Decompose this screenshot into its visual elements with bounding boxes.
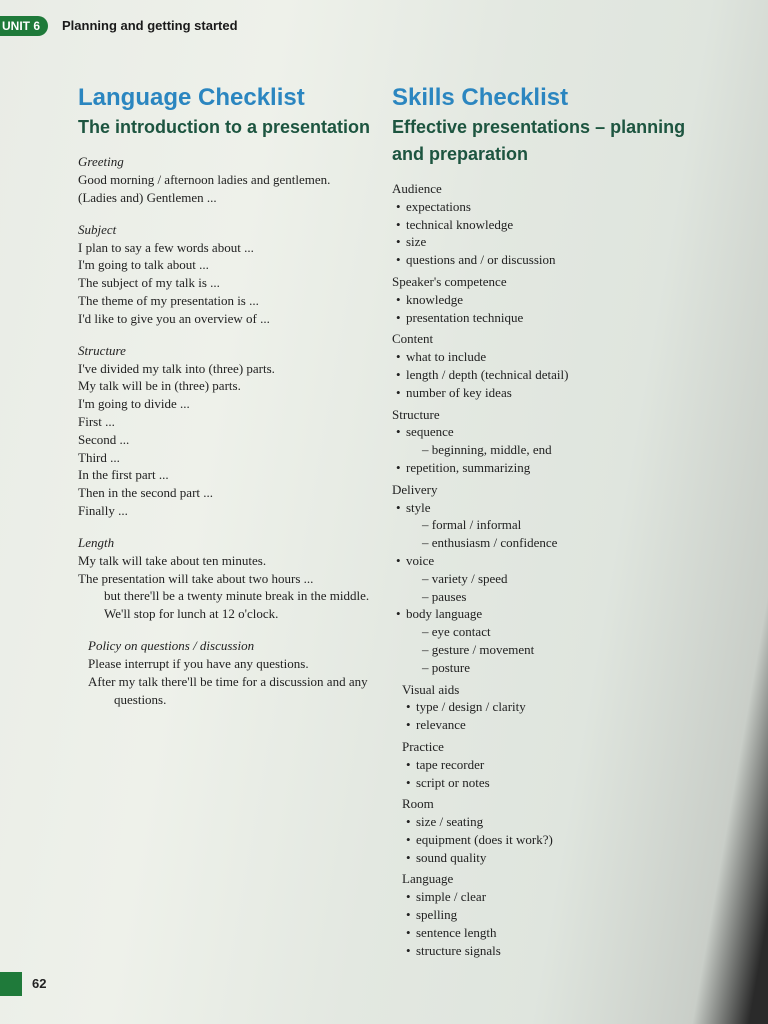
section-heading: Length — [78, 534, 115, 550]
phrase-line: Please interrupt if you have any questions. — [88, 655, 309, 671]
bullet-item: • spelling — [402, 906, 722, 924]
category-label: Language — [402, 871, 454, 887]
phrase-line: My talk will take about ten minutes. — [78, 552, 267, 568]
category-label: Visual aids — [402, 681, 460, 697]
phrase-line: I'm going to divide ... — [78, 396, 190, 412]
sub-item: – beginning, middle, end — [422, 442, 552, 458]
bullet-item: • size / seating — [402, 813, 722, 831]
skills-group — [392, 738, 722, 791]
bullet-item: • relevance — [402, 716, 722, 734]
phrase-line: In the first part ... — [78, 467, 169, 483]
section-heading: Subject — [78, 221, 117, 237]
bullet-item: • style — [392, 499, 722, 517]
language-checklist-title: Language Checklist — [78, 84, 305, 111]
bullet-item: • length / depth (technical detail) — [392, 366, 722, 384]
sub-item: – enthusiasm / confidence — [422, 535, 558, 551]
sub-item: – pauses — [422, 588, 467, 604]
category-label: Speaker's competence — [392, 273, 507, 289]
sub-item: – posture — [422, 659, 471, 675]
skills-checklist-title: Skills Checklist — [392, 84, 569, 111]
bullet-item: • size — [392, 233, 722, 251]
language-section — [78, 637, 388, 708]
category-label: Room — [402, 796, 434, 812]
bullet-item: • sequence — [392, 423, 722, 441]
phrase-line: The subject of my talk is ... — [78, 275, 220, 291]
phrase-line: Finally ... — [78, 502, 128, 518]
sub-item: – formal / informal — [422, 517, 522, 533]
phrase-line: I've divided my talk into (three) parts. — [78, 360, 275, 376]
bullet-item: • technical knowledge — [392, 216, 722, 234]
bullet-item: • simple / clear — [402, 888, 722, 906]
skills-group — [392, 406, 722, 477]
language-checklist-subtitle: The introduction to a presentation — [78, 117, 370, 137]
phrase-line: Good morning / afternoon ladies and gentlemen. — [78, 172, 331, 187]
language-checklist-column — [78, 82, 388, 722]
bullet-item: • what to include — [392, 348, 722, 366]
skills-checklist-subtitle: Effective presentations – planning and preparation — [392, 117, 686, 164]
bullet-item: • body language — [392, 605, 722, 623]
language-section — [78, 342, 388, 520]
skills-group — [392, 870, 722, 959]
category-label: Practice — [402, 738, 444, 754]
skills-checklist-column — [392, 82, 722, 963]
phrase-line: but there'll be a twenty minute break in the middle. We'll stop for lunch at 12 o'clock. — [104, 588, 370, 622]
category-label: Audience — [392, 181, 442, 196]
section-heading: Policy on questions / discussion — [88, 637, 255, 653]
phrase-line: Second ... — [78, 431, 130, 447]
phrase-line: First ... — [78, 413, 115, 429]
sub-item: – gesture / movement — [422, 641, 535, 657]
phrase-line: Third ... — [78, 449, 120, 465]
skills-group — [392, 273, 722, 326]
category-label: Structure — [392, 406, 440, 422]
bullet-item: • repetition, summarizing — [392, 459, 722, 477]
language-sections — [78, 153, 388, 708]
section-heading: Greeting — [78, 154, 124, 169]
language-section — [78, 534, 388, 623]
bullet-item: • knowledge — [392, 291, 722, 309]
skills-groups — [392, 180, 722, 959]
phrase-line: Then in the second part ... — [78, 485, 214, 501]
phrase-line: The theme of my presentation is ... — [78, 292, 259, 308]
page-number-text: 62 — [32, 976, 47, 991]
category-label: Delivery — [392, 481, 438, 497]
phrase-line: I'd like to give you an overview of ... — [78, 310, 270, 326]
bullet-item: • expectations — [392, 198, 722, 216]
phrase-line: After my talk there'll be time for a discussion and any questions. — [88, 673, 368, 707]
bullet-item: • number of key ideas — [392, 384, 722, 402]
bullet-item: • type / design / clarity — [402, 698, 722, 716]
phrase-line: My talk will be in (three) parts. — [78, 378, 241, 394]
bullet-item: • voice — [392, 552, 722, 570]
skills-group — [392, 795, 722, 866]
skills-group — [392, 330, 722, 401]
category-label: Content — [392, 331, 434, 347]
bullet-item: • questions and / or discussion — [392, 251, 722, 269]
phrase-line: I plan to say a few words about ... — [78, 239, 254, 255]
bullet-item: • sentence length — [402, 924, 722, 942]
bullet-item: • structure signals — [402, 942, 722, 960]
unit-badge: UNIT 6 — [0, 16, 48, 36]
phrase-line: I'm going to talk about ... — [78, 257, 209, 273]
unit-title: Planning and getting started — [62, 18, 238, 33]
skills-group — [392, 481, 722, 677]
section-heading: Structure — [78, 342, 126, 358]
skills-group — [392, 180, 722, 269]
page-number — [0, 972, 54, 996]
bullet-item: • equipment (does it work?) — [402, 831, 722, 849]
skills-group — [392, 681, 722, 734]
bullet-item: • tape recorder — [402, 756, 722, 774]
language-section — [78, 153, 388, 207]
sub-item: – variety / speed — [422, 570, 508, 586]
bullet-item: • sound quality — [402, 849, 722, 867]
phrase-line: (Ladies and) Gentlemen ... — [78, 189, 217, 205]
phrase-line: The presentation will take about two hours ... — [78, 570, 314, 586]
language-section — [78, 221, 388, 328]
sub-item: – eye contact — [422, 624, 491, 640]
page-number-bar — [0, 972, 22, 996]
bullet-item: • script or notes — [402, 774, 722, 792]
bullet-item: • presentation technique — [392, 309, 722, 327]
